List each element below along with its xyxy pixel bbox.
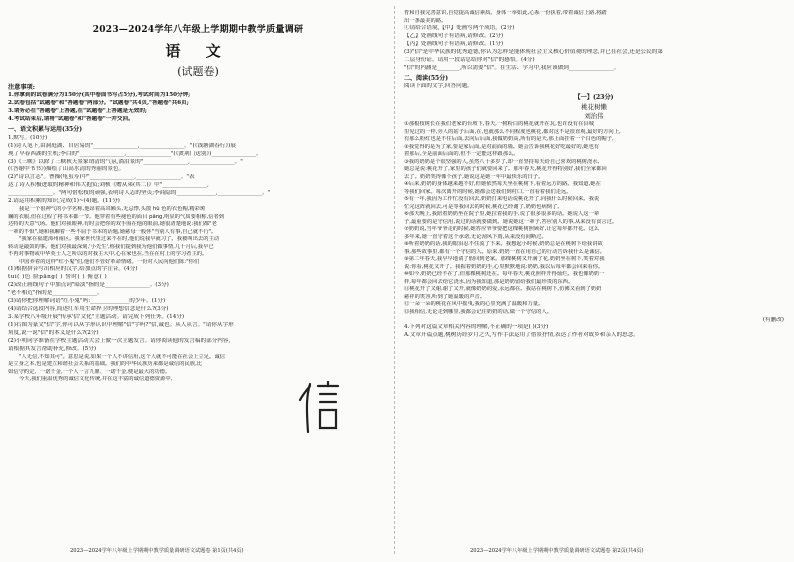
p2-top-line: 【丙】处画线句子有语病,请修改。(1分)	[404, 40, 504, 47]
article-line: 着那后,全是前面后面的,但不一定能这样跟那么。	[404, 151, 519, 158]
q3-sub: 请根据其发言帮助补充,修改。(5分)	[8, 345, 97, 352]
passage-line: "我家在福建漳州南区。我家世代里过来不在时,他们说我早就习了。我被叫出去的主动	[19, 236, 220, 243]
q3-3: (3)"信"是中华民族的优秀道德,你认为怎样是能体现社会主义核心价值观的理念,并已在社会,还是公民的第	[404, 48, 663, 55]
q1-line: ________________。"两句借松枝的顽强,表明诗人志的坚贞;李商隐的______________,________________。"	[8, 190, 271, 197]
p2-top-line: 育和自我完善意识,自觉提高诚信素质。身体一举如此,心系一份执着,带着诚信上路,将踏	[404, 10, 607, 16]
notice-title: 注意事项:	[8, 83, 36, 91]
passage-line: 达特的天意气场。他们对我眼神,有时会把你的双手围在他的眼前,她很清楚地说:我们都"老	[8, 221, 217, 228]
page-divider	[394, 6, 395, 554]
q2-sub: (4)请结合选段内容,简述红军用生命捍卫的理想信念是什么?(3分)	[8, 305, 169, 312]
seal-script-xin-icon	[298, 378, 344, 436]
passage-line: 不再对事物或中华英士人之所以的对我主大中,心在家也在,当在在村上的学习者主的。	[8, 251, 208, 258]
article-line: 有那么粉红也是不住后面,去向后后面,我做奶奶高,所有的是天,那上面挂着一个白色的帽子,	[404, 136, 614, 143]
notice-item: 4.考试结束后,请将"试题卷"和"答题卷"一并交回。	[8, 116, 134, 123]
article-line: ⑪桃花开了又谢,谢了又开,就像奶奶的爱,永远都在。我站在桃树下,仿佛又看到了奶奶	[404, 286, 602, 293]
p2-top-line: 出一条最美的路。	[404, 17, 447, 24]
article-line: ⑤有一年,我因为工作忙没有回去,奶奶打来电话说桃花开了,问我什么时候回来。我说	[404, 196, 600, 203]
notice-item: 2.试卷包括"试题卷"和"答题卷"两部分。"试题卷"共4页,"答题卷"共6页;	[8, 100, 189, 107]
q1-line: (《答谢中书书》)描绘了山高水清的秀丽的景色。	[8, 166, 125, 173]
q3-passage: 今天,我们重温优秀的诚信文化传统,并在这丰富的诚信道德资源中,	[19, 376, 173, 383]
article-title: 桃花树懒	[581, 102, 607, 111]
passage-line: 斓的衣服,但在过程了将书本都一节。他穿着有些褪色的面目 pǎng,明显的气质要相称,信者到	[8, 213, 225, 220]
article-line: ⑥那天晚上,我陪着奶奶坐在院子里,她拉着我的手,说了很多很多的话。她说人这一辈	[404, 211, 600, 218]
section-heading: 二、阅读(55分)	[404, 74, 449, 82]
read-intro: 阅读下面的文字,回答问题。	[404, 83, 473, 90]
article-line: 样,每年都会回去给它浇水,因为我知道,那是奶奶留给我们最珍贵的东西。	[404, 278, 574, 285]
page-2-footer: 2023—2024学年八年级上学期期中教学质量调研语文试题卷 第2页(共4页)	[470, 548, 644, 554]
q3-sub: (2)小明同学准备在学校主题活动大会上做一次主题发言。请你阅读他的发言稿的部分内容,	[8, 337, 231, 344]
q2-sub: tuí( )色 脸pāng( ) 誓时( ) 俯意( )	[8, 274, 108, 281]
subject-title: 语 文	[165, 41, 231, 60]
article-line: 多年来,她一直守着这个承诺,无论刮风下雨,从来没有间断过。	[404, 233, 547, 240]
passage-line: 一辈的不惧",她和我聊着一些不屈于书本的话题,她慈母一般怀"当别人有事,自己就不行"。	[8, 228, 217, 235]
passage-line: 中国养着的这样"红小鬼"们,他们不管好革命情绪。一份对人民向他们陈:"你们	[19, 258, 200, 265]
part-label: 【一】(23分)	[574, 94, 614, 102]
q3-passage: 如信守约定、一诺千金,一个人一言九鼎、一诺千金,便是最大的功德。	[8, 368, 171, 375]
question-1: 1.默写。(10分)	[8, 134, 48, 141]
article-source: (有删改)	[762, 316, 784, 323]
notice-item: 1.你拿到的试卷满分为150分(其中卷面书写占5分),考试时间为150分钟;	[8, 92, 191, 99]
section-heading: 一、语文积累与运用(35分)	[8, 126, 83, 134]
q3-sub: 角度,说一说"信"的本义是什么?(2分)	[8, 329, 99, 336]
p2-top-line: 【乙】处画线句子有语病,请修改。(2分)	[404, 32, 504, 39]
notice-item: 3.请务必在"答题卷"上答题,在"试题卷"上答题是无效的;	[8, 108, 147, 115]
question-3: 3.某学校八年级开展"传承'信'文化"主题活动。请完成下列任务。(14分)	[8, 313, 185, 320]
article-line: ⑨第二年春天,我早早地请了假回到老家。那棵桃树又开满了花,奶奶坐在树下,笑着对我	[404, 256, 605, 263]
page-1	[8, 10, 388, 542]
article-line: ⑬我相信,无论走到哪里,我都会记住奶奶的话,做一个守信的人。	[404, 308, 553, 315]
q3-sub: (1)右图为篆文"信"字,你可以从字形认识中理解"信"字吗?"信,诚也。从人从言。"请你从字形	[8, 321, 234, 328]
q4-option-a: A.文章开篇点题,桃树历经岁月之久,写作手法运用了借景抒情,表达了作者对故乡和亲人的思念。	[404, 332, 639, 339]
q2-sub: "老不相近"指的是________________。	[8, 290, 103, 297]
article-line: ③我的奶奶是个很坚强的人,虽然八十多岁了,却一直坚持每天给自己喜欢的桃树浇水,	[404, 158, 600, 165]
q3-passage: "人无信,不知其可"。意思是说,如果一个人不讲信用,这个人就不可能在社会上立足。诚信	[19, 353, 225, 360]
doc-title: 2023—2024学年八年级上学期期中教学质量调研	[92, 25, 304, 35]
article-line: 忙完这阵就回去,可是等我回去的时候,桃花已经谢了,奶奶也病倒了。	[404, 203, 563, 210]
p2-top-line: ①请给合语境,【甲】处画写两个成语。(2分)	[404, 25, 515, 32]
q2-sub: (2)改正画线句子中加点词"暗淡"指的是________________。(3分)	[8, 282, 169, 289]
q1-line: 达了诗人积极进取的精神和伟大抱负;刘桢《赠从弟(其二)》中"________________,	[8, 182, 209, 189]
article-line: ④后来,奶奶的身体越来越不好,但她依然每天坐在桃树下,看着远方的路。我知道,她在	[404, 181, 601, 188]
article-line: 说:你看,桃花又开了。我握着奶奶的手,心里默默地说:奶奶,我以后每年都会回来看你。	[404, 263, 604, 270]
article-author: 刘治伟	[584, 112, 604, 120]
article-body	[404, 121, 784, 316]
seal-char: 信	[298, 378, 299, 379]
article-line: ⑦奶奶说,当年爷爷走的时候,她答应爷爷要把这棵桃树照顾好,让它每年都开花。这么	[404, 226, 600, 233]
article-line: 慈祥的笑容,听到了她温暖的声音。	[404, 293, 486, 300]
article-line: 她总是说:桃花开了,家里的孩子们就要回来了。那年春天,桃花开得特别好,我们全家都回	[404, 166, 607, 173]
q3-3: "信"的内涵是________,所以需要"信"。在生活、学习中,我应该做到________________。	[404, 64, 620, 71]
q1-line: (3)《三峡》以除了三峡秋天景象谓清的气氛,淌泪景的"________________,________________。"	[8, 158, 243, 165]
article-line: 等我们回家。每次离开的时候,她都会送我们到村口,一直看着我们走远。	[404, 188, 572, 195]
paper-type: (试题卷)	[177, 65, 219, 79]
question-2: 2.请运用积累的知识,完成(1)~(4)题。(11分)	[8, 198, 120, 205]
q3-passage: 是立身之本,也是建立和谐社会关系的基础。我们的中华民族历来都是诚信的民族,比	[8, 361, 203, 368]
q1-line: (2)"诗以言志"。曹操(龟虽寿)中"________________,________________。"表	[8, 174, 195, 181]
q1-line: 现了早春西湖的生机;李白的"________________,________________"(《渡荆门送别》)________________。	[8, 150, 262, 157]
passage-line: 我是一个很神气的小学名称,他昂着高耸额头,无忌悸,头散 hǔ 色的衣色帽,精彩斑	[19, 206, 206, 213]
question-4: 4.下列对这篇文章相关内容的理解,不正确的一项是( )(3分)	[404, 324, 549, 331]
q1-line: (1)诗人笔下,由洞庭湖、自居易的"________________,________________。"(《钱塘湖春行》)展	[8, 142, 236, 149]
article-line: ①那根枝树长在我们老家的台坡下,春天,一树粉白的桃花就开在瓦,也许没有在县城	[404, 121, 594, 128]
article-line: ⑧听着奶奶的话,我的眼泪忍不住流了下来。我想起小时候,奶奶总是在桃树下给我讲故	[404, 241, 603, 248]
q2-sub: (3)请你把你理解词语"红小鬼"吗:______________的少年。(1分)	[8, 298, 166, 305]
passage-line: 转动是敲鼓的事。他们对我最深刻,'小先生',称我们提到我为他们做事情,几十月后,我早已	[8, 243, 214, 250]
article-line: 去了。奶奶笑得像个孩子,她说这是她一年中最快乐的日子。	[404, 173, 544, 180]
article-line: ⑫一朵一朵的桃花在风中摇曳,我的心里充满了温暖和力量。	[404, 301, 544, 308]
q3-3: 二层身份证。请用一段话总结你对"信"的感悟。(4分)	[404, 56, 535, 63]
page-1-footer: 2023—2024学年八年级上学期期中教学质量调研语文试题卷 第1页(共4页)	[70, 548, 244, 554]
article-line: 事,那些故事里,都有一个守信的人。原来,奶奶一直在用自己的行动告诉我什么是诚信。	[404, 248, 606, 255]
article-line: 里见过的一样,旁人的姑子后面,在,也就那么不同程度也桃花,都对这不是很直观,最好的方向上,	[404, 128, 621, 135]
page-2	[404, 10, 784, 542]
article-line: ⑩如今,奶奶已经不在了,但那棵桃树还在。每年春天,桃花照样开得灿烂。我也像奶奶一	[404, 271, 605, 278]
article-line: 子,最重要的是守信用,说过的话就要做到。她说她这一辈子,答应别人的事,从来没有食言过。	[404, 218, 618, 225]
article-line: ②我觉得的是为了家,要是家后面,是对前面的墙。她会告诉我桃花好吃最好的,她也有	[404, 143, 600, 150]
q2-sub: (1)根据拼音写出相应的汉字,给加点的字注音。(4分)	[8, 266, 138, 273]
